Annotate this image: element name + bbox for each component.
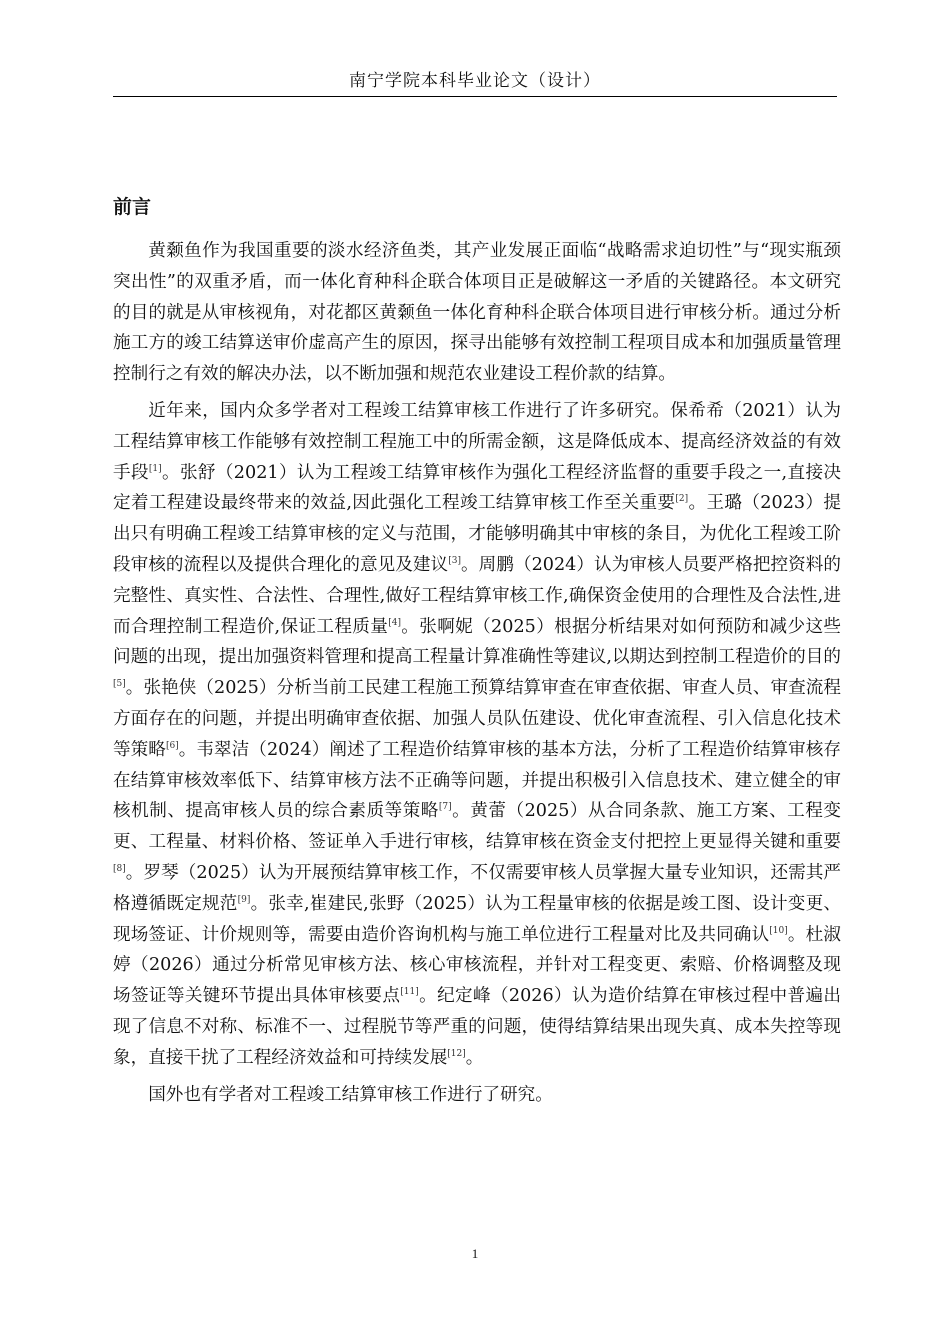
text-run: 国外也有学者对工程竣工结算审核工作进行了研究。	[148, 1084, 553, 1105]
citation-marker: [11]	[400, 986, 419, 997]
text-run: 。周鹏（2024）认为审核人员要严格把控资料的完整性、真实性、合法性、合理性,做好工程结算审核工作,确保资金使用的合理性及合法性,进而合理控制工程造价,保证工程质量	[113, 554, 841, 637]
citation-marker: [9]	[237, 894, 251, 905]
text-run: 黄颡鱼作为我国重要的淡水经济鱼类，其产业发展正面临“战略需求迫切性”与“现实瓶颈突出性”的双重矛盾，而一体化育种科企联合体项目正是破解这一矛盾的关键路径。本文研究的目的就是从审核视角，对花都区黄颡鱼一体化育种科企联合体项目进行审核分析。通过分析施工方的竣工结算送审价虚高产生的原因，探寻出能够有效控制工程项目成本和加强质量管理控制行之有效的解决办法，以不断加强和规范农业建设工程价款的结算。	[113, 241, 841, 385]
citation-marker: [3]	[448, 555, 461, 566]
section-heading: 前言	[113, 196, 152, 218]
text-run: 。韦翠洁（2024）阐述了工程造价结算审核的基本方法，分析了工程造价结算审核存在结算审核效率低下、结算审核方法不正确等问题，并提出积极引入信息技术、建立健全的审核机制、提高审核人员的综合素质等策略	[113, 739, 841, 822]
text-run: 。王璐（2023）提出只有明确工程竣工结算审核的定义与范围，才能够明确其中审核的条目，为优化工程竣工阶段审核的流程以及提供合理化的意见及建议	[113, 493, 841, 575]
body-text	[113, 236, 841, 1116]
text-run: 。罗琴（2025）认为开展预结算审核工作，不仅需要审核人员掌握大量专业知识，还需其严格遵循既定规范	[113, 862, 841, 914]
text-run: 。张艳侠（2025）分析当前工民建工程施工预算结算审查在审查依据、审查人员、审查流程方面存在的问题，并提出明确审查依据、加强人员队伍建设、优化审查流程、引入信息化技术等策略	[113, 678, 841, 760]
text-run: 。张幸,崔建民,张野（2025）认为工程量审核的依据是竣工图、设计变更、现场签证、计价规则等，需要由造价咨询机构与施工单位进行工程量对比及共同确认	[113, 893, 841, 945]
header-rule	[113, 96, 837, 97]
text-run: 。纪定峰（2026）认为造价结算在审核过程中普遍出现了信息不对称、标准不一、过程脱节等严重的问题，使得结算结果出现失真、成本失控等现象，直接干扰了工程经济效益和可持续发展	[113, 986, 841, 1068]
text-run: 近年来，国内众多学者对工程竣工结算审核工作进行了许多研究。保希希（2021）认为工程结算审核工作能够有效控制工程施工中的所需金额，这是降低成本、提高经济效益的有效手段	[113, 400, 841, 483]
body-paragraph	[113, 1080, 841, 1111]
citation-marker: [1]	[148, 463, 162, 474]
citation-marker: [12]	[447, 1048, 466, 1059]
body-paragraph	[113, 236, 841, 390]
running-header: 南宁学院本科毕业论文（设计）	[349, 71, 601, 91]
citation-marker: [7]	[438, 802, 452, 813]
text-run: 。黄蕾（2025）从合同条款、施工方案、工程变更、工程量、材料价格、签证单入手进行审核，结算审核在资金支付把控上更显得关键和重要	[113, 801, 841, 853]
text-run: 。杜淑婷（2026）通过分析常见审核方法、核心审核流程，并针对工程变更、索赔、价格调整及现场签证等关键环节提出具体审核要点	[113, 924, 841, 1007]
text-run: 。张啊妮（2025）根据分析结果对如何预防和减少这些问题的出现，提出加强资料管理和提高工程量计算准确性等建议,以期达到控制工程造价的目的	[113, 616, 841, 668]
citation-marker: [6]	[165, 740, 179, 751]
citation-marker: [5]	[113, 678, 126, 689]
body-paragraph	[113, 396, 841, 1074]
citation-marker: [10]	[769, 925, 788, 936]
text-run: 。张舒（2021）认为工程竣工结算审核作为强化工程经济监督的重要手段之一,直接决定着工程建设最终带来的效益,因此强化工程竣工结算审核工作至关重要	[113, 462, 841, 514]
citation-marker: [8]	[113, 863, 126, 874]
citation-marker: [4]	[388, 617, 401, 628]
citation-marker: [2]	[675, 494, 689, 505]
text-run: 。	[465, 1047, 484, 1068]
page-number: 1	[471, 1246, 479, 1261]
